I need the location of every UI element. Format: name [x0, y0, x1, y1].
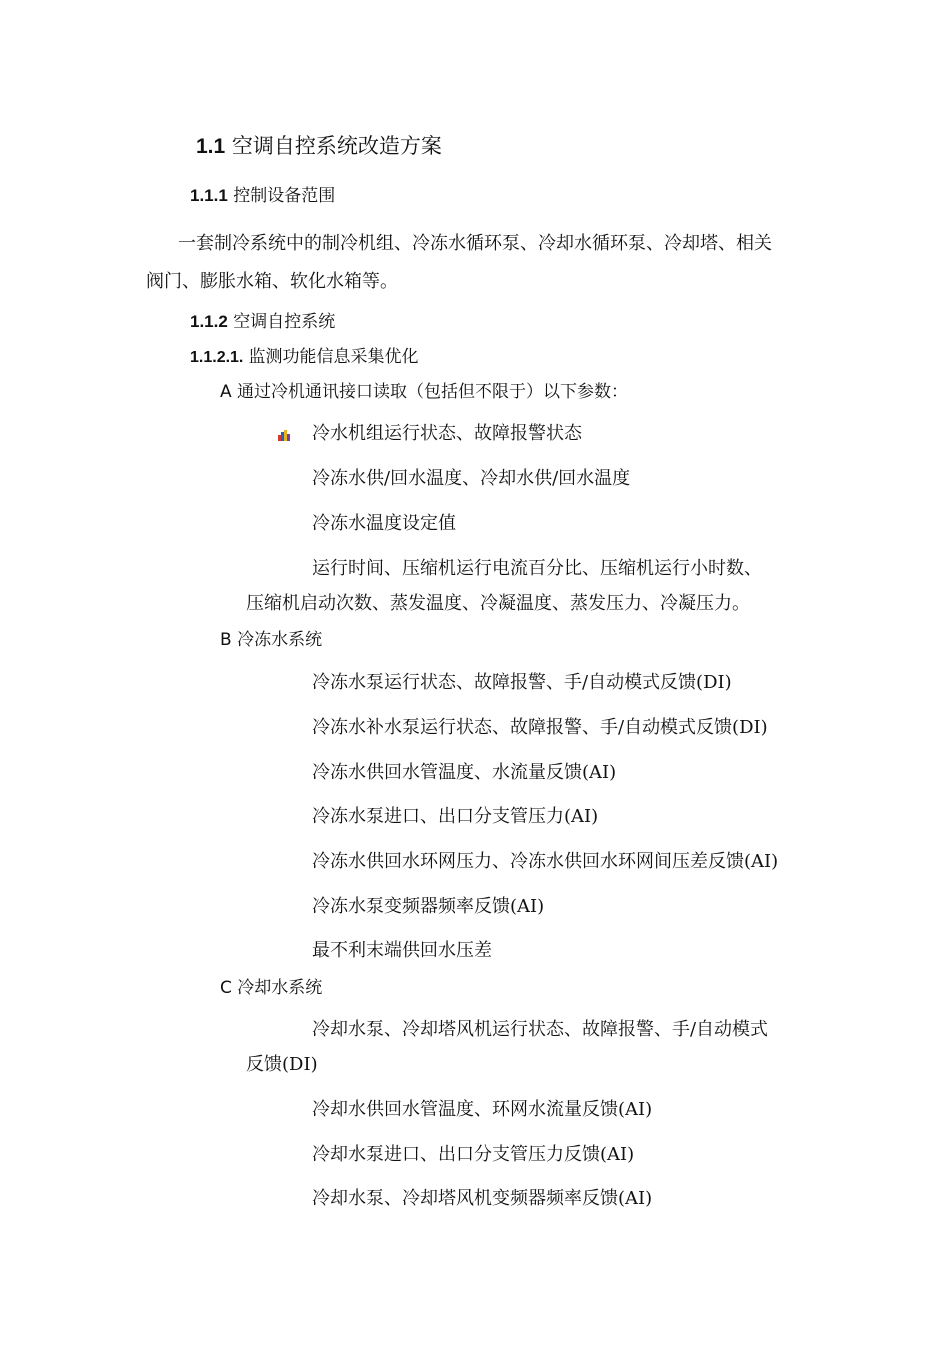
- heading-number: 1.1.1: [190, 186, 228, 205]
- heading-title: 空调自控系统改造方案: [231, 134, 442, 158]
- heading-number: 1.1: [196, 135, 226, 158]
- heading-1-1-2: [190, 310, 335, 334]
- colored-blocks-icon: [278, 430, 290, 441]
- list-item: 冷冻水补水泵运行状态、故障报警、手/自动模式反馈(DI): [312, 717, 768, 738]
- list-item: 最不利末端供回水压差: [312, 940, 492, 961]
- group-c-label: C 冷却水系统: [220, 978, 323, 998]
- list-item: 冷冻水温度设定值: [312, 513, 456, 534]
- list-item-continuation: 反馈(DI): [246, 1054, 318, 1075]
- group-a-label: A 通过冷机通讯接口读取（包括但不限于）以下参数：: [220, 382, 629, 402]
- heading-number: 1.1.2: [190, 312, 228, 331]
- list-item: 冷却水泵进口、出口分支管压力反馈(AI): [312, 1144, 635, 1165]
- heading-title: 监测功能信息采集优化: [248, 347, 419, 367]
- list-item: 冷冻水供回水环网压力、冷冻水供回水环网间压差反馈(AI): [312, 851, 779, 872]
- list-item: 冷冻水供/回水温度、冷却水供/回水温度: [312, 468, 631, 489]
- paragraph-line: 阀门、膨胀水箱、软化水箱等。: [146, 271, 398, 292]
- list-item: 冷冻水泵进口、出口分支管压力(AI): [312, 806, 599, 827]
- heading-1-1: [196, 132, 442, 161]
- list-item: 冷却水泵、冷却塔风机变频器频率反馈(AI): [312, 1188, 653, 1209]
- heading-title: 空调自控系统: [233, 312, 336, 332]
- heading-1-1-1: [190, 184, 335, 208]
- list-item: 冷却水供回水管温度、环网水流量反馈(AI): [312, 1099, 653, 1120]
- list-item: 冷水机组运行状态、故障报警状态: [312, 423, 582, 444]
- heading-number: 1.1.2.1.: [190, 349, 244, 366]
- list-item: 冷冻水泵变频器频率反馈(AI): [312, 896, 545, 917]
- list-item: 冷却水泵、冷却塔风机运行状态、故障报警、手/自动模式: [312, 1019, 769, 1040]
- list-item-continuation: 压缩机启动次数、蒸发温度、冷凝温度、蒸发压力、冷凝压力。: [246, 593, 750, 614]
- heading-1-1-2-1: [190, 345, 418, 370]
- paragraph-line: 一套制冷系统中的制冷机组、冷冻水循环泵、冷却水循环泵、冷却塔、相关: [178, 233, 772, 254]
- list-item: 运行时间、压缩机运行电流百分比、压缩机运行小时数、: [312, 558, 762, 579]
- list-item: 冷冻水泵运行状态、故障报警、手/自动模式反馈(DI): [312, 672, 732, 693]
- list-item: 冷冻水供回水管温度、水流量反馈(AI): [312, 762, 617, 783]
- group-b-label: B 冷冻水系统: [220, 630, 323, 650]
- heading-title: 控制设备范围: [233, 186, 336, 206]
